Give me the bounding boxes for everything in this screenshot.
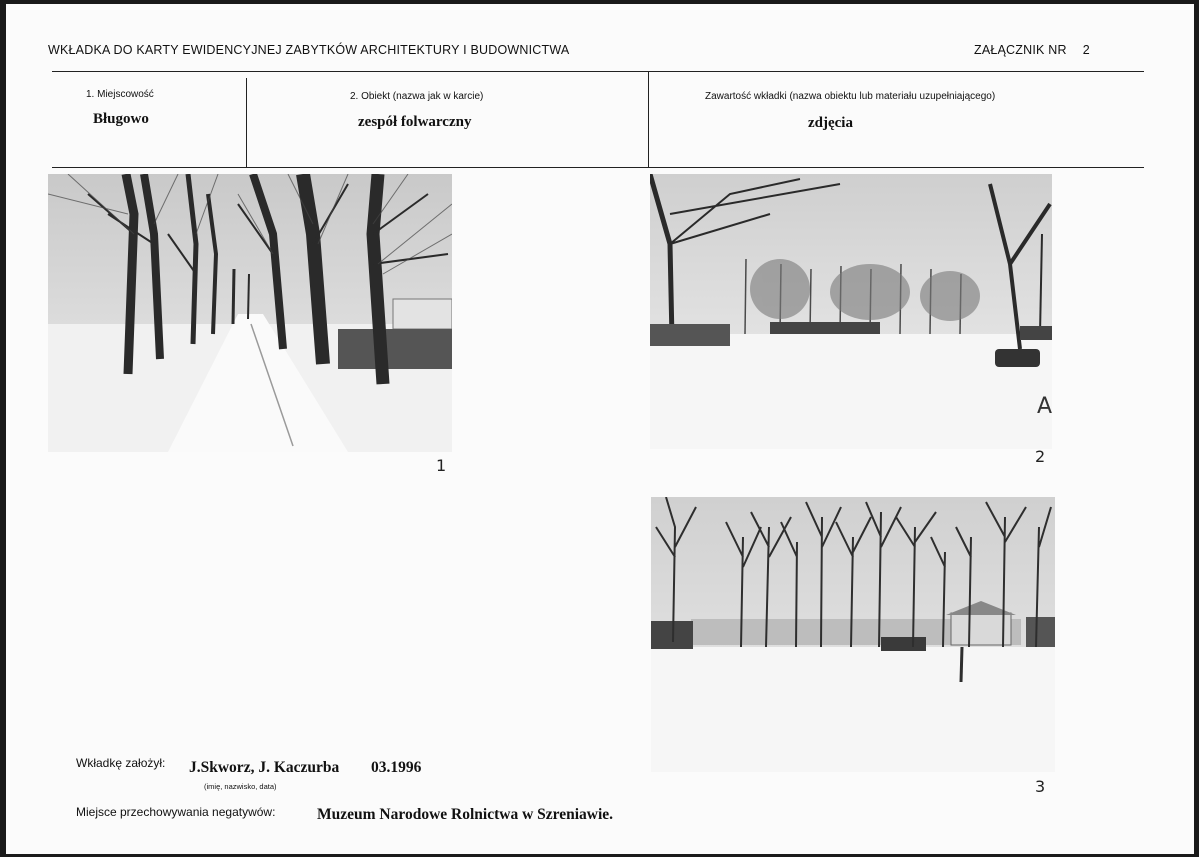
annex-number: 2 [1082,43,1090,57]
form-bottom-rule [52,167,1144,168]
storage-label: Miejsce przechowywania negatywów: [76,805,276,819]
form-divider-2 [648,71,649,167]
photo-3 [651,497,1055,772]
locality-value: Bługowo [93,111,149,127]
object-label: 2. Obiekt (nazwa jak w karcie) [350,91,484,102]
photo-2 [650,174,1052,449]
form-divider-1 [246,78,247,167]
stray-pen-mark: A [1037,394,1053,419]
annex-label: ZAŁĄCZNIK NR [974,43,1067,57]
contents-value: zdjęcia [808,115,853,131]
annex-header [974,43,1090,57]
photo-3-number: 3 [1035,777,1046,796]
storage-value: Muzeum Narodowe Rolnictwa w Szreniawie. [317,806,614,823]
created-by-label: Wkładkę założył: [76,756,166,770]
created-by-value: J.Skworz, J. Kaczurba [189,759,340,776]
document-title: WKŁADKA DO KARTY EWIDENCYJNEJ ZABYTKÓW ARCHITEKTURY I BUDOWNICTWA [48,43,570,57]
photo-1 [48,174,452,452]
document-sheet [6,4,1194,854]
contents-label: Zawartość wkładki (nazwa obiektu lub materiału uzupełniającego) [705,91,996,102]
photo-2-number: 2 [1035,447,1046,466]
locality-label: 1. Miejscowość [86,89,154,100]
object-value: zespół folwarczny [358,114,472,130]
created-by-note: (imię, nazwisko, data) [204,782,277,791]
form-top-rule [52,71,1144,72]
created-date-value: 03.1996 [371,759,422,776]
photo-1-number: 1 [436,456,447,475]
